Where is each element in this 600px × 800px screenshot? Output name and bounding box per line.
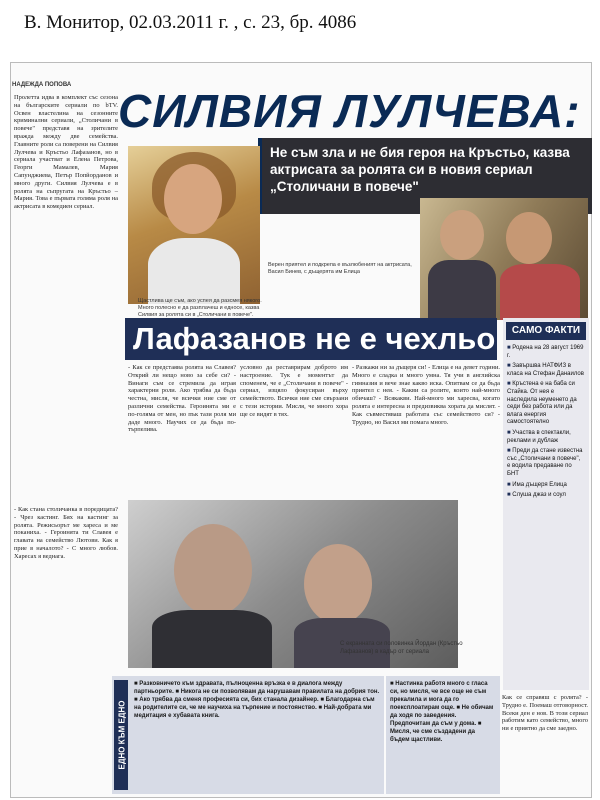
second-headline-text: Лафазанов не е чехльо <box>133 321 496 356</box>
one-to-one-sidebar <box>112 676 384 794</box>
fact-item: ■ Завършва НАТФИЗ в класа на Стефан Данаилов <box>507 363 585 378</box>
main-headline-text: СИЛВИЯ ЛУЛЧЕВА: <box>118 85 581 137</box>
interview-text-column: условно да реставрирам доброто им настроение. Тук е моментът да споменем, че е „Столичани в повече" - сериал, изцяло фокусиран върху семейството. Всички ние сме свързани с тези истории. Мисля, че много хора ще се видят в тях. <box>240 364 348 418</box>
closing-text-column: Как се справяш с ролята? - Трудно е. Поемаш отговорност. Всеки ден е нов. В този сериал работим като семейство, много ни е приятно да сме заедно. <box>502 694 588 733</box>
actress-portrait-photo <box>128 146 260 304</box>
sidebar-text: ■ Настинка работя много с гласа си, но мисля, че все още не съм прекалила и мога да го поексплоатирам още. ■ Не обичам да ходя по заведения. Предпочитам да съм у дома. ■ Мисля, че сме създадени да бъдем щастливи. <box>390 681 494 743</box>
subheadline-text: Не съм зла и не бия героя на Кръстьо, казва актрисата за ролята си в новия сериал „Столичани в повече" <box>270 145 570 194</box>
sidebar-tag-text: ЕДНО КЪМ ЕДНО <box>117 700 127 770</box>
fact-item: ■ Участва в спектакли, реклами и дублаж <box>507 430 585 445</box>
photo-body <box>148 238 240 304</box>
fact-item: ■ Родена на 28 август 1969 г. <box>507 345 585 360</box>
photo-person-face <box>440 210 484 260</box>
main-headline <box>118 84 598 142</box>
photo-person-face <box>506 212 552 264</box>
sidebar-tag <box>114 680 128 790</box>
one-to-one-sidebar-continued <box>386 676 500 794</box>
photo-face <box>164 164 222 234</box>
page-citation: В. Монитор, 02.03.2011 г. , с. 23, бр. 4086 <box>24 12 357 33</box>
interview-text-column: - Разкажи ни за дъщеря си! - Елица е на девет години. Много е сладка и много умна. Тя учи в английска гимназия и вече знае какво иска. Опитвам се да бъда приятел с нея. - Какви са ролите, които най-много обичаш? - Всякакви. Най-много ми харесва, когато ролята е интересна и предизвиква хората да мислят. - Как съвместяваш работата със семейството си? - Трудно, но Васил ми помага много. <box>352 364 500 426</box>
intro-text-column: Пролетта идва в комплект със сезона на българските сериали по bTV. Освен властелина на сезонните криминални сериали, „Столичани в повече" представя на зрителите вражда между две семейства. Главните роли са поверени на Силвия Лулчева и Кръстьо Лафазанов, но в сериала участват и Елена Петрова, Георги Мамалев, Мария Сапунджиева, Петър Попйорданов и много други. Силвия Лулчева е в ролята на съпругата на Кръстьо – Мария. Това е първата голяма роля на актрисата в комедиен сериал. <box>14 94 118 211</box>
interview-text-column: - Как се предстаявa ролята на Славея? Открий ли нещо ново за себе си? - Винаги съм се стремила да играя характерни роли. Ако трябва да бъда честна, мисля, че всички ние сме от различни семейства. Героинята ми е по-голяма от мен, но пък тази роля ми даде много. Научих се да бъда по-търпелива. <box>128 364 236 434</box>
photo-person-face <box>304 544 372 624</box>
sidebar-text: ■ Разковничето към здравата, пълноценна връзка е в диалога между партньорите. ■ Никога не си позволявам да нарушавам правилата на добрия тон. ■ Ако трябва да сменя професията си, бих станала дизайнер. ■ Благодарна съм на родителите си, че ме научиха на търпение и постоянство. ■ Най-добрата ми медитация е хубавата книга. <box>134 681 380 719</box>
photo-person-face <box>174 524 252 616</box>
interview-text-column: - Как стана столичанка в поредицата? - Чрез кастинг. Бях на кастинг за ролята. Режисьорът ме хареса и ме поканиха. - Героинята ти Славея е главата на семейство Лютови. Как я прие в началото? - С много любов. Харесах я веднага. <box>14 506 118 560</box>
family-photo <box>420 198 588 320</box>
second-headline-bar <box>125 318 497 360</box>
fact-item: ■ Слуша джаз и соул <box>507 492 585 500</box>
author-byline: НАДЕЖДА ПОПОВА <box>12 82 72 88</box>
sitcom-photo-caption: С екранната си половинка Йордан (Кръстьо Лафазанов) в кадър от сериала <box>340 641 463 655</box>
fact-item: ■ Преди да стане известна със „Столичани в повече", е водила предаване по БНТ <box>507 448 585 478</box>
photo-person-body <box>428 260 496 320</box>
family-photo-caption: Верен приятел и подкрепа е възлюбеният на актрисата, Васил Бинев, с дъщерята им Елица <box>268 262 412 275</box>
photo-person-body <box>152 610 272 668</box>
facts-heading: САМО ФАКТИ <box>506 322 586 340</box>
portrait-caption: Щастлива ще съм, ако успея да разсмея някого. Много полесно е да разплачеш и едносе, казва Силвия за ролята си в „Столичани в повече". <box>138 298 262 318</box>
fact-item: ■ Кръстена е на баба си Стайка. От нея е наследила неуменето да седи без работа или да влага енергия самостоятелно <box>507 381 585 427</box>
facts-list <box>507 345 585 503</box>
photo-person-body <box>500 264 580 320</box>
fact-item: ■ Има дъщеря Елица <box>507 482 585 490</box>
